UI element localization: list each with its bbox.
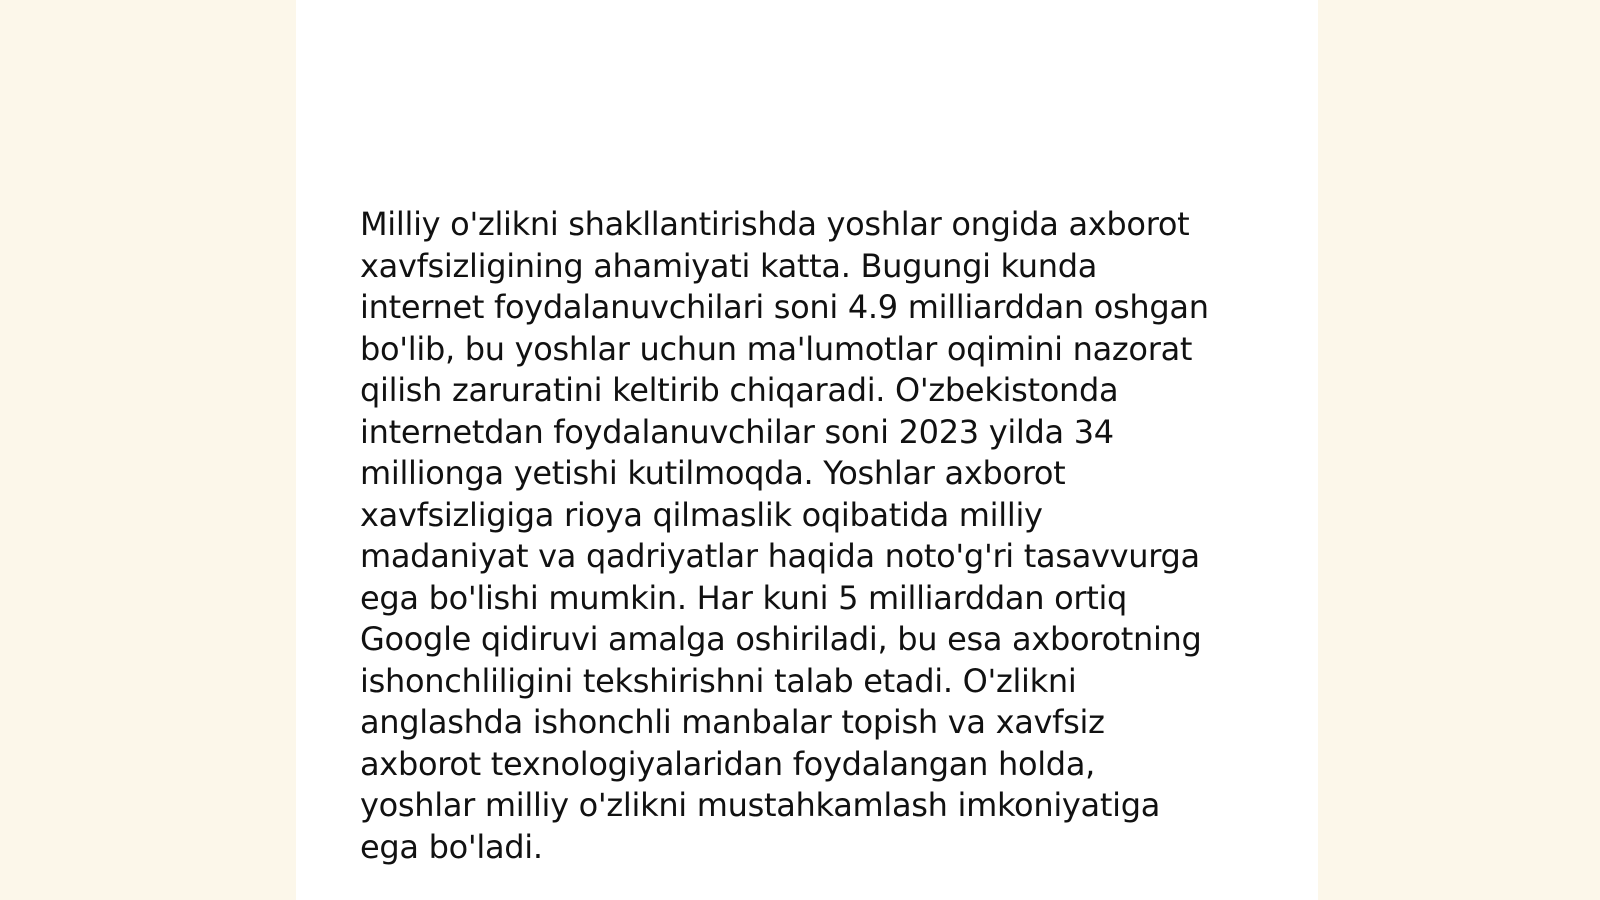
text-line: xavfsizligining ahamiyati katta. Bugungi kunda <box>360 246 1098 285</box>
text-line: qilish zaruratini keltirib chiqaradi. O'zbekistonda <box>360 371 1119 409</box>
text-line: millionga yetishi kutilmoqda. Yoshlar axborot <box>360 454 1066 492</box>
text-line: xavfsizligiga rioya qilmaslik oqibatida milliy <box>360 495 1043 534</box>
text-line: yoshlar milliy o'zlikni mustahkamlash imkoniyatiga <box>360 786 1161 824</box>
text-line: axborot texnologiyalaridan foydalangan holda, <box>360 744 1096 783</box>
text-line: ega bo'ladi. <box>360 827 543 866</box>
text-line: madaniyat va qadriyatlar haqida noto'g'ri tasavvurga <box>360 537 1200 575</box>
document-page <box>296 0 1318 900</box>
text-line: anglashda ishonchli manbalar topish va xavfsiz <box>360 703 1105 741</box>
text-line: internetdan foydalanuvchilar soni 2023 yilda 34 <box>360 412 1114 451</box>
text-line: ishonchliligini tekshirishni talab etadi. O'zlikni <box>360 661 1077 700</box>
text-line: bo'lib, bu yoshlar uchun ma'lumotlar oqimini nazorat <box>360 329 1193 368</box>
text-line: ega bo'lishi mumkin. Har kuni 5 milliarddan ortiq <box>360 578 1128 617</box>
text-line: Google qidiruvi amalga oshiriladi, bu esa axborotning <box>360 620 1202 658</box>
text-line: internet foydalanuvchilari soni 4.9 milliarddan oshgan <box>360 288 1209 326</box>
text-line: Milliy o'zlikni shakllantirishda yoshlar ongida axborot <box>360 205 1190 243</box>
body-paragraph <box>360 204 1260 868</box>
